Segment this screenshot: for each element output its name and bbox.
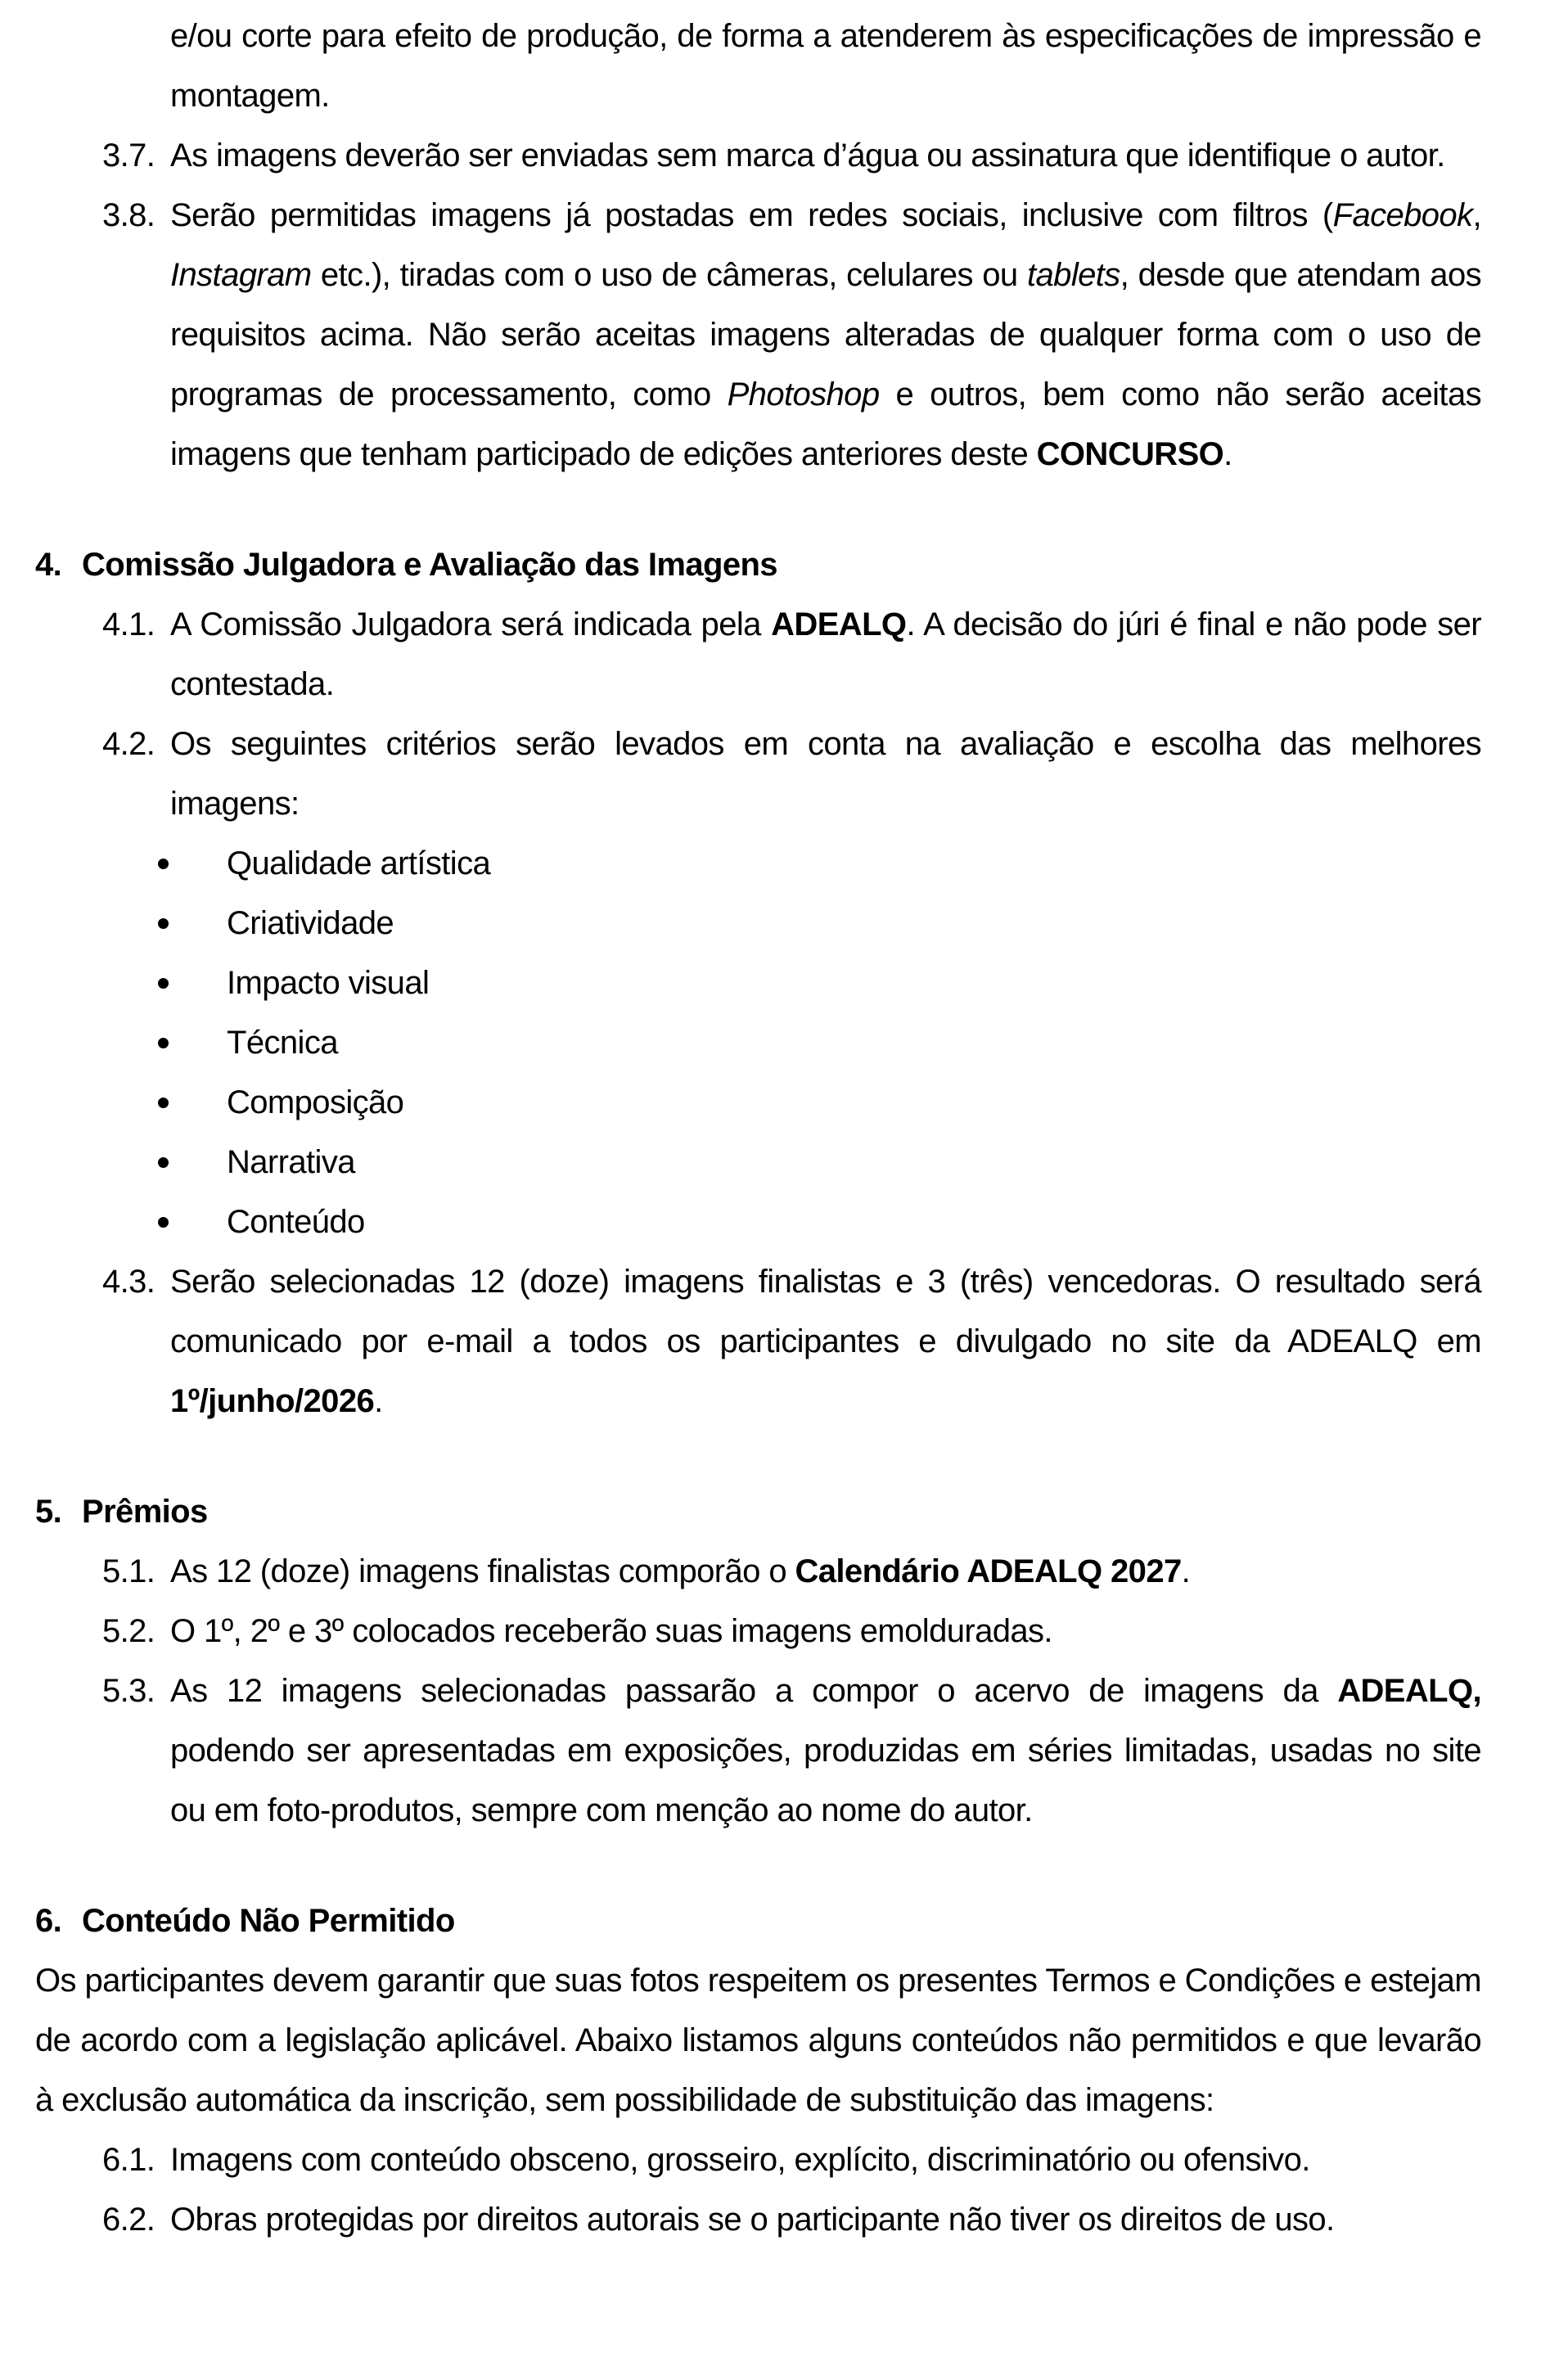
criteria-label-4: Composição — [227, 1084, 404, 1120]
item-number-5-1: 5.1. — [102, 1553, 155, 1589]
criteria-item — [35, 1133, 1481, 1192]
heading-title-6: Conteúdo Não Permitido — [82, 1903, 455, 1939]
criteria-label-1: Criatividade — [227, 905, 394, 941]
criteria-item — [35, 1192, 1481, 1252]
list-item-4-2 — [35, 714, 1481, 834]
section-heading-4 — [35, 535, 1481, 595]
item-number-5-2: 5.2. — [102, 1613, 155, 1649]
criteria-label-3: Técnica — [227, 1025, 338, 1061]
bullet-icon — [158, 859, 169, 869]
bullet-icon — [158, 918, 169, 929]
item-text-5-1: As 12 (doze) imagens finalistas comporão o Calendário ADEALQ 2027. — [170, 1553, 1191, 1589]
item-number-4-3: 4.3. — [102, 1264, 155, 1300]
list-item-3-8 — [35, 186, 1481, 485]
bullet-icon — [158, 1038, 169, 1048]
list-item-6-2 — [35, 2190, 1481, 2250]
paragraph-text: Os participantes devem garantir que suas fotos respeitem os presentes Termos e Condições e estejam de acordo com a legislação aplicável. Abaixo listamos alguns conteúdos não permitidos e que levarão à exclusão automática da inscrição, sem possibilidade de substituição das imagens: — [35, 1963, 1481, 2118]
bullet-icon — [158, 1098, 169, 1108]
heading-number-4: 4. — [35, 547, 62, 583]
criteria-label-5: Narrativa — [227, 1144, 355, 1180]
criteria-item — [35, 1013, 1481, 1073]
criteria-item — [35, 1073, 1481, 1133]
criteria-item — [35, 953, 1481, 1013]
item-text-5-2: O 1º, 2º e 3º colocados receberão suas imagens emolduradas. — [170, 1613, 1052, 1649]
item-text-4-2: Os seguintes critérios serão levados em conta na avaliação e escolha das melhores imagens: — [170, 726, 1481, 822]
heading-number-6: 6. — [35, 1903, 62, 1939]
criteria-label-0: Qualidade artística — [227, 845, 491, 881]
item-text-6-2: Obras protegidas por direitos autorais se o participante não tiver os direitos de uso. — [170, 2202, 1335, 2238]
item-text-3-7: As imagens deverão ser enviadas sem marca d’água ou assinatura que identifique o autor. — [170, 137, 1445, 174]
criteria-label-2: Impacto visual — [227, 965, 430, 1001]
heading-title-4: Comissão Julgadora e Avaliação das Imagens — [82, 547, 777, 583]
item-number-6-2: 6.2. — [102, 2202, 155, 2238]
list-item-5-1 — [35, 1542, 1481, 1602]
list-item-5-2 — [35, 1602, 1481, 1661]
list-item-3-7 — [35, 126, 1481, 186]
item-3-6-continuation — [35, 7, 1481, 126]
item-number-3-8: 3.8. — [102, 197, 155, 233]
list-item-6-1 — [35, 2130, 1481, 2190]
bullet-icon — [158, 1217, 169, 1228]
item-text-3-8: Serão permitidas imagens já postadas em redes sociais, inclusive com filtros (Facebook, Instagram etc.), tiradas com o uso de câmeras, celulares ou tablets, desde que atendam aos requisitos acima. Não serão aceitas imagens alteradas de qualquer forma com o uso de programas de processamento, como Photoshop e outros, bem como não serão aceitas imagens que tenham participado de edições anteriores deste CONCURSO. — [170, 197, 1481, 472]
item-number-6-1: 6.1. — [102, 2142, 155, 2178]
criteria-label-6: Conteúdo — [227, 1204, 365, 1240]
item-text: e/ou corte para efeito de produção, de forma a atenderem às especificações de impressão e montagem. — [170, 18, 1481, 114]
bullet-icon — [158, 978, 169, 989]
list-item-5-3 — [35, 1661, 1481, 1841]
paragraph-6-intro — [35, 1951, 1481, 2130]
heading-number-5: 5. — [35, 1494, 62, 1530]
heading-title-5: Prêmios — [82, 1494, 208, 1530]
item-number-4-2: 4.2. — [102, 726, 155, 762]
bullet-icon — [158, 1157, 169, 1168]
section-heading-6 — [35, 1891, 1481, 1951]
item-text-4-3: Serão selecionadas 12 (doze) imagens finalistas e 3 (três) vencedoras. O resultado será comunicado por e-mail a todos os participantes e divulgado no site da ADEALQ em 1º/junho/2026. — [170, 1264, 1481, 1419]
section-heading-5 — [35, 1482, 1481, 1542]
item-text-6-1: Imagens com conteúdo obsceno, grosseiro, explícito, discriminatório ou ofensivo. — [170, 2142, 1310, 2178]
criteria-item — [35, 834, 1481, 894]
item-text-5-3: As 12 imagens selecionadas passarão a compor o acervo de imagens da ADEALQ, podendo ser apresentadas em exposições, produzidas em séries limitadas, usadas no site ou em foto-produtos, sempre com menção ao nome do autor. — [170, 1673, 1481, 1828]
list-item-4-3 — [35, 1252, 1481, 1431]
criteria-item — [35, 894, 1481, 953]
item-number-3-7: 3.7. — [102, 137, 155, 174]
item-text-4-1: A Comissão Julgadora será indicada pela ADEALQ. A decisão do júri é final e não pode ser contestada. — [170, 606, 1481, 702]
list-item-4-1 — [35, 595, 1481, 714]
item-number-5-3: 5.3. — [102, 1673, 155, 1709]
item-number-4-1: 4.1. — [102, 606, 155, 642]
